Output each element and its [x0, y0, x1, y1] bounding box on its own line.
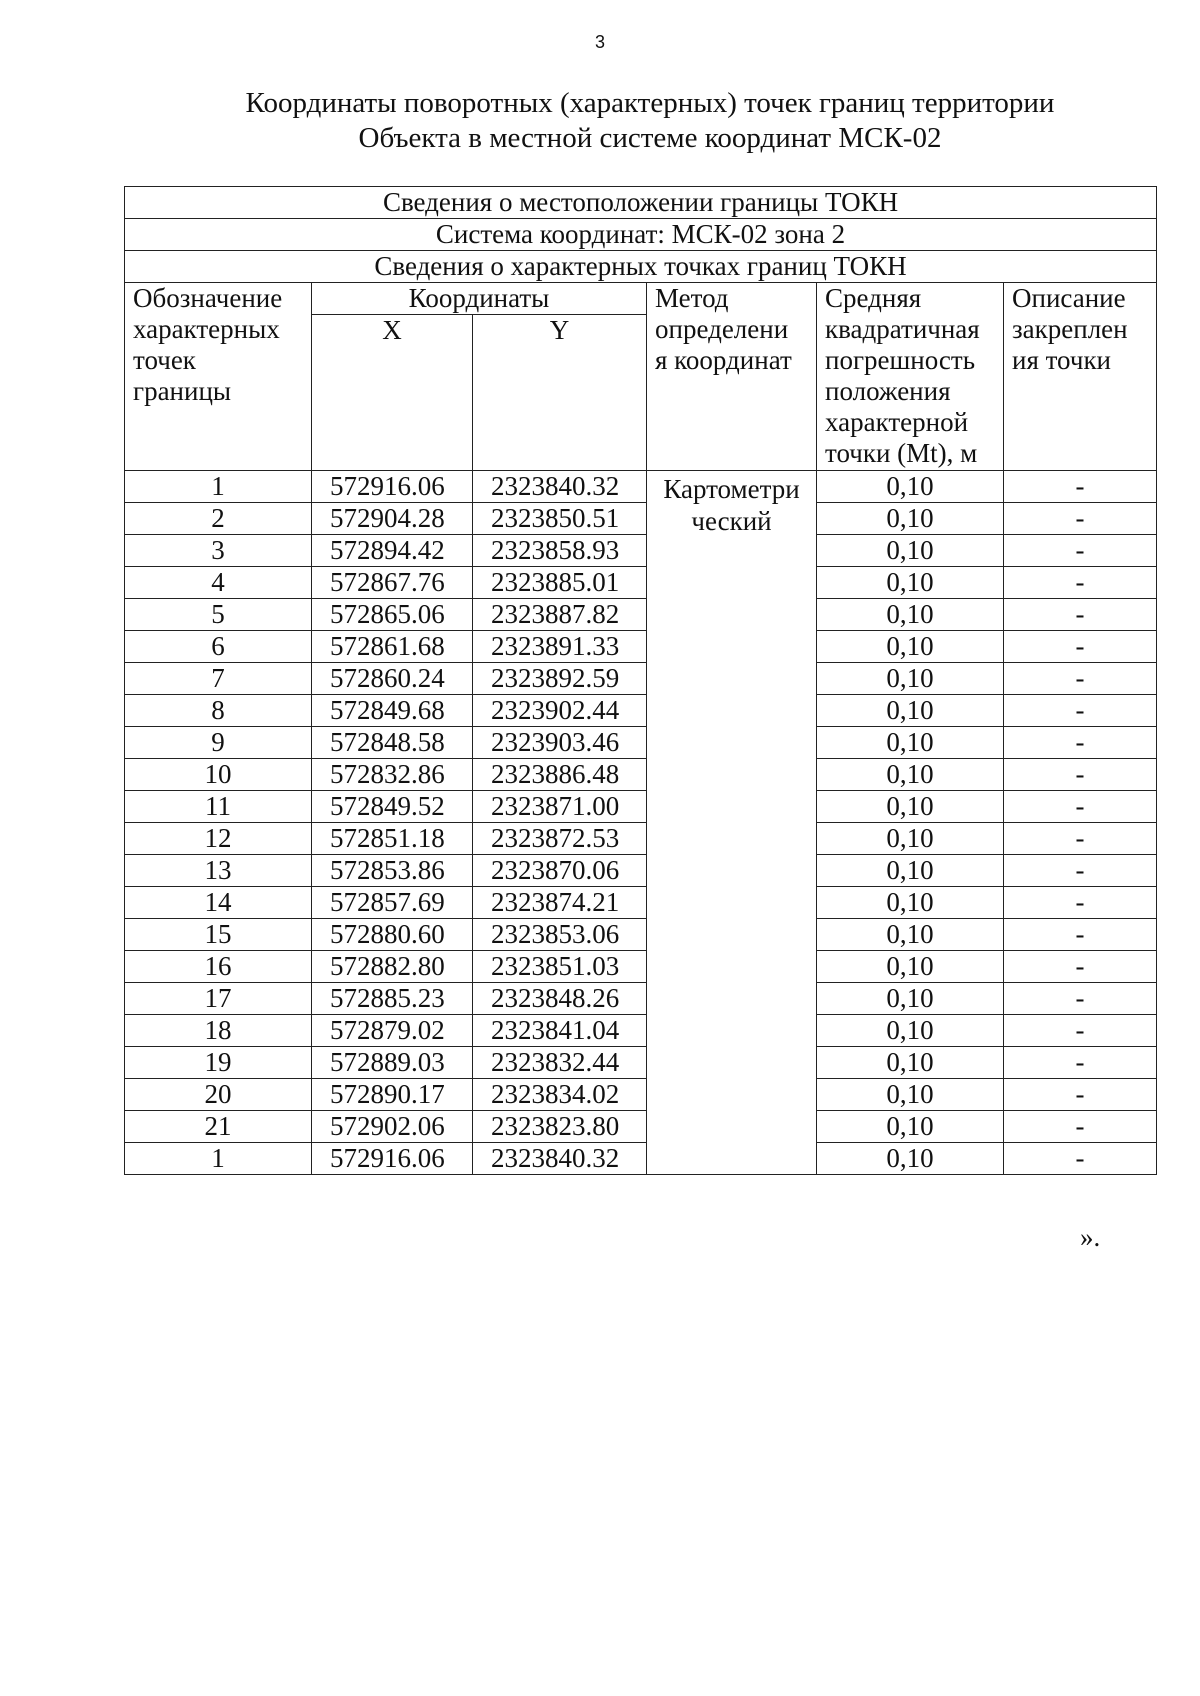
table-row — [125, 535, 1157, 567]
coordinate-y: 2323840.32 — [473, 1143, 647, 1175]
method-text: Картометри — [663, 474, 800, 504]
point-number: 21 — [125, 1111, 312, 1143]
table-row — [125, 695, 1157, 727]
point-number: 5 — [125, 599, 312, 631]
point-number: 11 — [125, 791, 312, 823]
coordinate-x: 572890.17 — [312, 1079, 473, 1111]
coordinate-y: 2323903.46 — [473, 727, 647, 759]
point-description: - — [1004, 1079, 1157, 1111]
point-number: 15 — [125, 919, 312, 951]
point-description: - — [1004, 471, 1157, 503]
point-description: - — [1004, 855, 1157, 887]
header-text: Метод — [655, 283, 729, 313]
coordinate-y: 2323841.04 — [473, 1015, 647, 1047]
header-text: границы — [133, 376, 232, 406]
mean-square-error: 0,10 — [817, 759, 1004, 791]
title-line-1: Координаты поворотных (характерных) точек границ территории — [245, 87, 1055, 119]
point-description: - — [1004, 823, 1157, 855]
table-row — [125, 1111, 1157, 1143]
point-number: 7 — [125, 663, 312, 695]
point-number: 10 — [125, 759, 312, 791]
point-description: - — [1004, 663, 1157, 695]
header-text: Обозначение — [133, 283, 283, 313]
banner-location — [125, 187, 1157, 219]
mean-square-error: 0,10 — [817, 1111, 1004, 1143]
table-row — [125, 471, 1157, 503]
banner-points-info — [125, 251, 1157, 283]
header-text: точек — [133, 345, 196, 375]
coordinate-x: 572916.06 — [312, 1143, 473, 1175]
coordinate-x: 572857.69 — [312, 887, 473, 919]
mean-square-error: 0,10 — [817, 631, 1004, 663]
coordinate-y: 2323887.82 — [473, 599, 647, 631]
mean-square-error: 0,10 — [817, 1015, 1004, 1047]
header-method — [647, 283, 817, 471]
coordinate-x: 572849.52 — [312, 791, 473, 823]
point-description: - — [1004, 695, 1157, 727]
table-row — [125, 503, 1157, 535]
point-number: 20 — [125, 1079, 312, 1111]
coordinate-y: 2323851.03 — [473, 951, 647, 983]
point-description: - — [1004, 791, 1157, 823]
point-description: - — [1004, 1015, 1157, 1047]
point-number: 8 — [125, 695, 312, 727]
coordinate-x: 572861.68 — [312, 631, 473, 663]
coordinate-x: 572902.06 — [312, 1111, 473, 1143]
table-row — [125, 951, 1157, 983]
coordinate-y: 2323848.26 — [473, 983, 647, 1015]
mean-square-error: 0,10 — [817, 695, 1004, 727]
mean-square-error: 0,10 — [817, 727, 1004, 759]
point-number: 6 — [125, 631, 312, 663]
closing-quote-mark: ». — [1080, 1222, 1101, 1252]
table-row — [125, 663, 1157, 695]
mean-square-error: 0,10 — [817, 983, 1004, 1015]
point-description: - — [1004, 1047, 1157, 1079]
coordinate-y: 2323874.21 — [473, 887, 647, 919]
header-text: определени — [655, 314, 789, 344]
point-description: - — [1004, 759, 1157, 791]
point-number: 14 — [125, 887, 312, 919]
method-cell — [647, 471, 817, 1175]
table-row — [125, 631, 1157, 663]
boundary-points-table — [124, 186, 1157, 1175]
mean-square-error: 0,10 — [817, 1143, 1004, 1175]
coordinate-x: 572867.76 — [312, 567, 473, 599]
point-number: 17 — [125, 983, 312, 1015]
mean-square-error: 0,10 — [817, 535, 1004, 567]
header-mean-square-error — [817, 283, 1004, 471]
header-x: X — [312, 315, 473, 471]
point-description: - — [1004, 503, 1157, 535]
coordinate-x: 572882.80 — [312, 951, 473, 983]
header-row-1 — [125, 283, 1157, 315]
coordinate-x: 572860.24 — [312, 663, 473, 695]
mean-square-error: 0,10 — [817, 1079, 1004, 1111]
coordinate-x: 572889.03 — [312, 1047, 473, 1079]
point-description: - — [1004, 599, 1157, 631]
point-description: - — [1004, 887, 1157, 919]
header-text: Средняя — [825, 283, 922, 313]
point-description: - — [1004, 1143, 1157, 1175]
table-row — [125, 727, 1157, 759]
point-description: - — [1004, 951, 1157, 983]
header-point-designation — [125, 283, 312, 471]
table-row — [125, 599, 1157, 631]
mean-square-error: 0,10 — [817, 887, 1004, 919]
header-text: квадратичная — [825, 314, 980, 344]
mean-square-error: 0,10 — [817, 919, 1004, 951]
table-row — [125, 823, 1157, 855]
header-point-description — [1004, 283, 1157, 471]
table-row — [125, 1015, 1157, 1047]
coordinate-x: 572880.60 — [312, 919, 473, 951]
point-description: - — [1004, 919, 1157, 951]
point-number: 1 — [125, 471, 312, 503]
document-title — [150, 86, 1150, 156]
coordinate-y: 2323892.59 — [473, 663, 647, 695]
mean-square-error: 0,10 — [817, 951, 1004, 983]
point-description: - — [1004, 1111, 1157, 1143]
point-description: - — [1004, 631, 1157, 663]
header-text: ия точки — [1012, 345, 1112, 375]
banner-coordinate-system-text: Система координат: МСК-02 зона 2 — [125, 219, 1157, 251]
point-number: 16 — [125, 951, 312, 983]
table-row — [125, 983, 1157, 1015]
mean-square-error: 0,10 — [817, 471, 1004, 503]
mean-square-error: 0,10 — [817, 823, 1004, 855]
coordinate-x: 572853.86 — [312, 855, 473, 887]
point-number: 12 — [125, 823, 312, 855]
coordinate-y: 2323886.48 — [473, 759, 647, 791]
header-text: я координат — [655, 345, 792, 375]
table-row — [125, 1143, 1157, 1175]
coordinate-x: 572879.02 — [312, 1015, 473, 1047]
method-text: ческий — [691, 506, 772, 536]
table-row — [125, 1047, 1157, 1079]
table-row — [125, 759, 1157, 791]
point-number: 9 — [125, 727, 312, 759]
coordinate-x: 572851.18 — [312, 823, 473, 855]
table-row — [125, 887, 1157, 919]
coordinate-x: 572865.06 — [312, 599, 473, 631]
header-coordinates: Координаты — [312, 283, 647, 315]
header-text: погрешность — [825, 345, 976, 375]
mean-square-error: 0,10 — [817, 567, 1004, 599]
coordinate-x: 572894.42 — [312, 535, 473, 567]
banner-coordinate-system — [125, 219, 1157, 251]
page-number: 3 — [594, 32, 605, 52]
coordinate-x: 572832.86 — [312, 759, 473, 791]
point-number: 1 — [125, 1143, 312, 1175]
coordinate-y: 2323832.44 — [473, 1047, 647, 1079]
point-description: - — [1004, 535, 1157, 567]
table-row — [125, 855, 1157, 887]
table-row — [125, 567, 1157, 599]
coordinate-y: 2323870.06 — [473, 855, 647, 887]
table-row — [125, 919, 1157, 951]
coordinate-y: 2323871.00 — [473, 791, 647, 823]
mean-square-error: 0,10 — [817, 663, 1004, 695]
point-number: 19 — [125, 1047, 312, 1079]
banner-points-info-text: Сведения о характерных точках границ ТОКН — [125, 251, 1157, 283]
coordinate-y: 2323902.44 — [473, 695, 647, 727]
point-number: 2 — [125, 503, 312, 535]
header-text: характерной — [825, 407, 969, 437]
coordinate-y: 2323853.06 — [473, 919, 647, 951]
point-number: 13 — [125, 855, 312, 887]
point-number: 18 — [125, 1015, 312, 1047]
banner-location-text: Сведения о местоположении границы ТОКН — [125, 187, 1157, 219]
point-number: 3 — [125, 535, 312, 567]
header-text: характерных — [133, 314, 280, 344]
coordinate-x: 572916.06 — [312, 471, 473, 503]
title-line-2: Объекта в местной системе координат МСК-02 — [358, 122, 942, 154]
point-number: 4 — [125, 567, 312, 599]
table-row — [125, 791, 1157, 823]
mean-square-error: 0,10 — [817, 855, 1004, 887]
coordinate-y: 2323823.80 — [473, 1111, 647, 1143]
coordinate-y: 2323858.93 — [473, 535, 647, 567]
coordinate-x: 572849.68 — [312, 695, 473, 727]
coordinate-y: 2323872.53 — [473, 823, 647, 855]
point-description: - — [1004, 983, 1157, 1015]
coordinate-x: 572904.28 — [312, 503, 473, 535]
coordinate-y: 2323891.33 — [473, 631, 647, 663]
coordinate-y: 2323834.02 — [473, 1079, 647, 1111]
header-text: точки (Mt), м — [825, 438, 978, 468]
header-y: Y — [473, 315, 647, 471]
mean-square-error: 0,10 — [817, 599, 1004, 631]
point-description: - — [1004, 727, 1157, 759]
mean-square-error: 0,10 — [817, 503, 1004, 535]
header-text: положения — [825, 376, 951, 406]
mean-square-error: 0,10 — [817, 1047, 1004, 1079]
header-text: закреплен — [1012, 314, 1128, 344]
point-description: - — [1004, 567, 1157, 599]
coordinate-y: 2323885.01 — [473, 567, 647, 599]
header-text: Описание — [1012, 283, 1126, 313]
mean-square-error: 0,10 — [817, 791, 1004, 823]
coordinate-y: 2323850.51 — [473, 503, 647, 535]
coordinate-y: 2323840.32 — [473, 471, 647, 503]
table-row — [125, 1079, 1157, 1111]
coordinate-x: 572885.23 — [312, 983, 473, 1015]
coordinate-x: 572848.58 — [312, 727, 473, 759]
